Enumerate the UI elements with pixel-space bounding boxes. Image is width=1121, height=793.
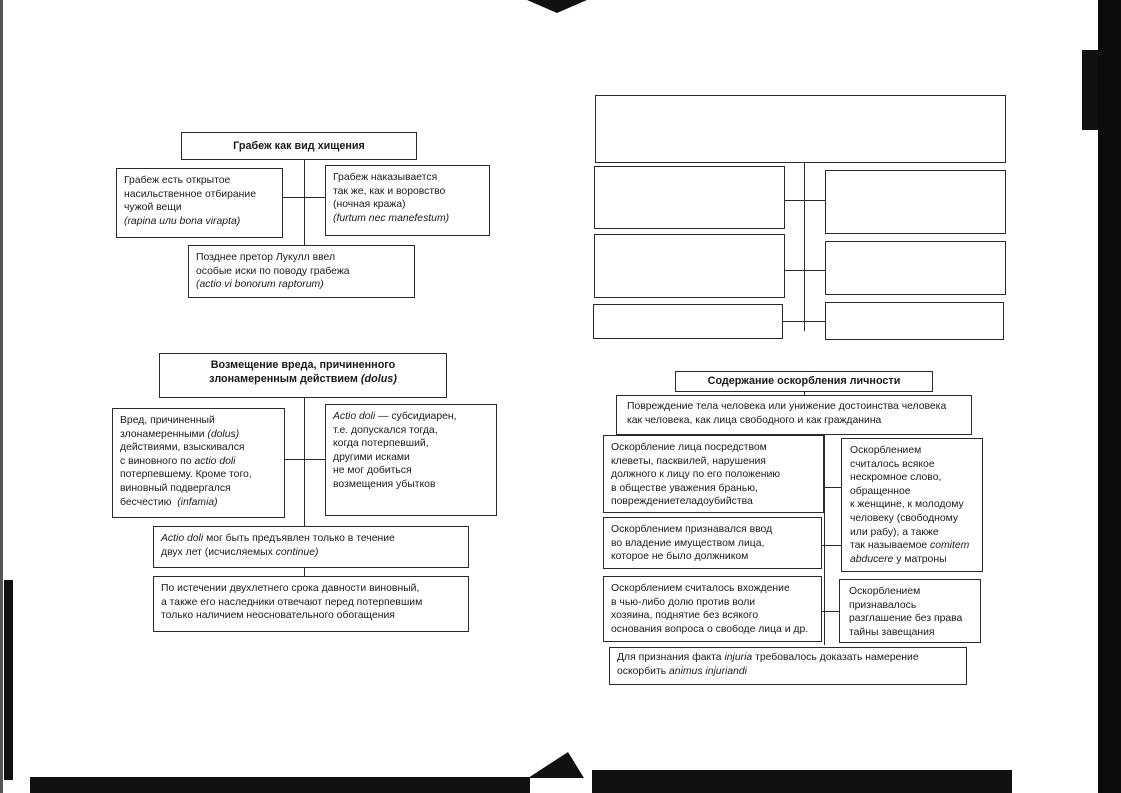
insult-trespass-line: Оскорблением считалось вхождение [611,583,790,594]
insult-women-line: или рабу), а также [850,526,939,538]
insult-defamation-line: должного к лицу по его положению [611,469,781,481]
empty-right-box [825,170,1006,234]
insult-connector-v [824,435,825,645]
dolus-right-line: т.е. допускался тогда, [333,424,438,436]
dolus-left-box [112,408,285,518]
insult-defamation-line: в обществе уважения бранью, [611,482,758,494]
insult-title-box [675,371,933,392]
scan-edge-right [1098,0,1121,793]
insult-will-line: тайны завещания [849,626,935,638]
scan-edge-left-mark [4,580,13,780]
robbery-punishment-line: Грабеж наказывается [333,172,438,183]
dolus-left-line: бесчестию [120,496,172,508]
scan-edge-bottom-left [30,777,530,793]
robbery-definition-line: Грабеж есть открытое [124,175,231,186]
robbery-lucullus-line: Позднее претор Лукулл ввел [196,252,336,263]
insult-injury-line: как человека, как лица свободного и как гражданина [627,414,882,426]
dolus-right-box [325,404,497,516]
empty-connector-h [785,200,825,201]
insult-will-box [839,579,981,643]
dolus-left-line: злонамеренными [120,428,205,440]
insult-intent-line: оскорбить [617,665,667,677]
scan-edge-left [0,0,3,793]
dolus-right-line: не мог добиться [333,465,412,477]
dolus-expiry-line: По истечении двухлетнего срока давности виновный, [161,583,420,594]
insult-intent-term: animus injuriandi [669,665,747,677]
dolus-left-line: виновный подвергался [120,482,231,494]
dolus-left-line: потерпевшему. Кроме того, [120,469,252,481]
empty-connector-h [785,270,825,271]
insult-will-line: признавалось [849,599,917,611]
insult-will-line: разглашение без права [849,613,963,625]
insult-intent-term: injuria [724,652,753,663]
insult-entry-line: Оскорблением признавался ввод [611,524,773,535]
insult-women-line: к женщине, к молодому [850,499,964,511]
insult-injury-line: Повреждение тела человека или унижение достоинства человека [627,401,947,412]
insult-intent-line: Для признания факта [617,652,722,663]
empty-left-box [594,166,785,229]
dolus-expiry-box [153,576,469,632]
dolus-term-line: мог быть предъявлен только в течение [206,533,395,544]
dolus-left-line: действиями, взыскивался [120,442,245,454]
dolus-title-box [159,353,447,398]
insult-intent-line: требовалось доказать намерение [755,652,919,663]
dolus-term-line: двух лет (исчисляемых [161,546,273,558]
dolus-right-term: Actio doli [333,411,376,422]
dolus-right-line: другими исками [333,451,410,463]
robbery-connector-v [304,160,305,246]
insult-trespass-box [603,576,822,642]
insult-defamation-line: клеветы, пасквилей, нарушения [611,455,766,467]
scan-edge-bottom-right [592,770,1012,793]
dolus-right-line: возмещения убытков [333,478,436,490]
insult-defamation-line: повреждениетеладоубийства [611,496,753,508]
insult-women-line: считалось всякое [850,458,935,470]
empty-connector-h [783,321,825,322]
robbery-definition-box [116,168,283,238]
dolus-right-line: когда потерпевший, [333,438,429,450]
dolus-term-box [153,526,469,568]
dolus-expiry-line: а также его наследники отвечают перед потерпевшим [161,596,423,608]
dolus-left-term: actio doli [194,455,236,467]
insult-trespass-line: в чью-либо долю против воли [611,596,756,608]
robbery-punishment-line: (ночная кража) [333,199,406,211]
insult-women-line: так называемое [850,540,928,552]
robbery-punishment-line: так же, как и воровство [333,185,446,197]
insult-women-term: abducere [850,553,894,565]
robbery-punishment-line: (furtum nec manefestum) [333,212,450,224]
robbery-lucullus-line: особые иски по поводу грабежа [196,265,350,277]
robbery-connector-h [283,197,325,198]
empty-left-box [593,304,783,339]
insult-connector-h [824,487,841,488]
insult-connector-h [822,545,841,546]
robbery-title: Грабеж как вид хищения [233,140,365,152]
fold-mark-bottom [528,752,584,778]
insult-intent-box [609,647,967,685]
insult-defamation-line: Оскорбление лица посредством [611,442,767,453]
insult-will-line: Оскорблением [849,586,921,597]
dolus-left-line: Вред, причиненный [120,415,215,426]
dolus-term-term: continue) [275,546,319,558]
insult-trespass-line: хозяина, поднятие без всякого [611,610,759,622]
insult-entry-line: во владение имуществом лица, [611,537,765,549]
robbery-title-box [181,132,417,160]
robbery-definition-line: чужой вещи [124,202,182,214]
insult-women-box [841,438,983,572]
dolus-term-term: Actio doli [161,533,204,544]
robbery-punishment-box [325,165,490,236]
insult-women-line: обращенное [850,485,911,497]
insult-entry-box [603,517,822,569]
fold-mark-top [527,0,587,14]
dolus-title-line: Возмещение вреда, причиненного [210,359,396,371]
empty-left-box [594,234,785,298]
insult-women-term: comitem [930,540,970,552]
dolus-title-line: злонамеренным действием [209,372,358,385]
insult-title: Содержание оскорбления личности [707,375,901,387]
dolus-left-term: (dolus) [207,428,240,440]
insult-women-line: человеку (свободному [850,512,959,524]
robbery-definition-line: насильственное отбирание [124,188,256,200]
insult-connector-h [822,611,839,612]
insult-women-line: нескромное слово, [850,472,942,484]
empty-top-box [595,95,1006,163]
robbery-lucullus-line: (actio vi bonorum raptorum) [196,279,324,291]
robbery-definition-line: (rapina или bona virapta) [124,215,241,227]
dolus-connector-h [285,459,325,460]
dolus-left-term: (infamia) [177,496,218,508]
insult-entry-line: которое не было должником [611,551,749,563]
insult-women-line: Оскорблением [850,445,922,456]
dolus-expiry-line: только наличием неосновательного обогащения [161,610,395,622]
insult-injury-box [616,395,972,435]
dolus-right-line: — субсидиарен, [378,411,457,422]
dolus-left-line: с виновного по [120,455,192,467]
empty-right-box [825,302,1004,340]
empty-right-box [825,241,1006,295]
insult-trespass-line: основания вопроса о свободе лица и др. [611,623,809,635]
empty-connector-v [804,163,805,331]
robbery-lucullus-box [188,245,415,298]
insult-defamation-box [603,435,824,513]
insult-women-line: у матроны [896,553,947,565]
dolus-title-term: (dolus) [360,372,397,385]
